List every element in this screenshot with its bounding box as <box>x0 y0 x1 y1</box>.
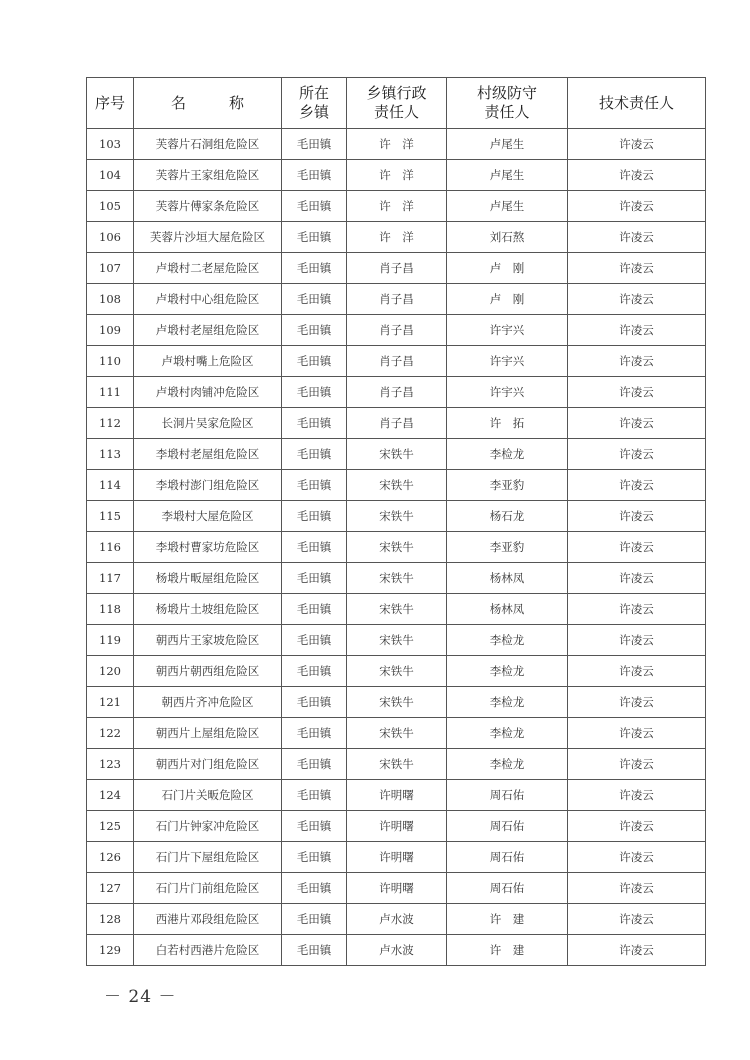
cell-village-resp: 李亚豹 <box>447 532 568 563</box>
cell-town: 毛田镇 <box>282 811 347 842</box>
cell-village-resp: 卢 刚 <box>447 284 568 315</box>
cell-seq: 107 <box>87 253 134 284</box>
cell-village-resp: 刘石熬 <box>447 222 568 253</box>
cell-town-resp: 肖子昌 <box>347 346 447 377</box>
cell-town-resp: 许 洋 <box>347 191 447 222</box>
cell-seq: 113 <box>87 439 134 470</box>
cell-tech-resp: 许凌云 <box>568 842 706 873</box>
cell-seq: 111 <box>87 377 134 408</box>
cell-seq: 118 <box>87 594 134 625</box>
cell-town-resp: 肖子昌 <box>347 315 447 346</box>
cell-town-resp: 许 洋 <box>347 129 447 160</box>
cell-town: 毛田镇 <box>282 532 347 563</box>
table-row <box>87 501 706 532</box>
cell-village-resp: 卢尾生 <box>447 160 568 191</box>
table-row <box>87 408 706 439</box>
cell-name: 芙蓉片傅家条危险区 <box>134 191 282 222</box>
cell-tech-resp: 许凌云 <box>568 594 706 625</box>
cell-town: 毛田镇 <box>282 408 347 439</box>
cell-town: 毛田镇 <box>282 439 347 470</box>
cell-name: 朝西片上屋组危险区 <box>134 718 282 749</box>
cell-town-resp: 宋铁牛 <box>347 625 447 656</box>
cell-town: 毛田镇 <box>282 687 347 718</box>
header-town: 所在 乡镇 <box>282 78 347 129</box>
cell-village-resp: 周石佑 <box>447 842 568 873</box>
cell-seq: 106 <box>87 222 134 253</box>
cell-town-resp: 许 洋 <box>347 160 447 191</box>
cell-name: 李塅村老屋组危险区 <box>134 439 282 470</box>
cell-town: 毛田镇 <box>282 749 347 780</box>
cell-seq: 110 <box>87 346 134 377</box>
cell-village-resp: 周石佑 <box>447 873 568 904</box>
cell-town: 毛田镇 <box>282 935 347 966</box>
header-seq: 序号 <box>87 78 134 129</box>
cell-town: 毛田镇 <box>282 718 347 749</box>
cell-village-resp: 周石佑 <box>447 780 568 811</box>
cell-tech-resp: 许凌云 <box>568 935 706 966</box>
cell-tech-resp: 许凌云 <box>568 284 706 315</box>
cell-seq: 128 <box>87 904 134 935</box>
header-town-resp: 乡镇行政 责任人 <box>347 78 447 129</box>
cell-town-resp: 宋铁牛 <box>347 563 447 594</box>
cell-seq: 119 <box>87 625 134 656</box>
cell-name: 石门片门前组危险区 <box>134 873 282 904</box>
table-row <box>87 129 706 160</box>
cell-town-resp: 宋铁牛 <box>347 439 447 470</box>
cell-tech-resp: 许凌云 <box>568 873 706 904</box>
table-row <box>87 346 706 377</box>
cell-tech-resp: 许凌云 <box>568 718 706 749</box>
cell-town-resp: 宋铁牛 <box>347 470 447 501</box>
cell-name: 朝西片朝西组危险区 <box>134 656 282 687</box>
table-row <box>87 470 706 501</box>
cell-seq: 114 <box>87 470 134 501</box>
cell-seq: 105 <box>87 191 134 222</box>
cell-seq: 127 <box>87 873 134 904</box>
cell-village-resp: 李亚豹 <box>447 470 568 501</box>
table-row <box>87 315 706 346</box>
cell-seq: 123 <box>87 749 134 780</box>
cell-tech-resp: 许凌云 <box>568 811 706 842</box>
cell-name: 李塅村大屋危险区 <box>134 501 282 532</box>
cell-seq: 120 <box>87 656 134 687</box>
cell-seq: 116 <box>87 532 134 563</box>
cell-town: 毛田镇 <box>282 873 347 904</box>
cell-tech-resp: 许凌云 <box>568 749 706 780</box>
cell-town-resp: 肖子昌 <box>347 253 447 284</box>
cell-town: 毛田镇 <box>282 625 347 656</box>
cell-tech-resp: 许凌云 <box>568 532 706 563</box>
cell-town-resp: 宋铁牛 <box>347 718 447 749</box>
cell-town: 毛田镇 <box>282 780 347 811</box>
cell-tech-resp: 许凌云 <box>568 439 706 470</box>
table-row <box>87 284 706 315</box>
cell-seq: 124 <box>87 780 134 811</box>
cell-town-resp: 肖子昌 <box>347 408 447 439</box>
cell-town: 毛田镇 <box>282 563 347 594</box>
cell-town: 毛田镇 <box>282 315 347 346</box>
cell-town: 毛田镇 <box>282 377 347 408</box>
cell-tech-resp: 许凌云 <box>568 253 706 284</box>
table-row <box>87 160 706 191</box>
cell-name: 朝西片齐冲危险区 <box>134 687 282 718</box>
cell-seq: 117 <box>87 563 134 594</box>
table-row <box>87 873 706 904</box>
cell-tech-resp: 许凌云 <box>568 687 706 718</box>
table-row <box>87 563 706 594</box>
cell-town-resp: 卢水波 <box>347 904 447 935</box>
cell-name: 长洞片吴家危险区 <box>134 408 282 439</box>
cell-tech-resp: 许凌云 <box>568 563 706 594</box>
cell-village-resp: 杨石龙 <box>447 501 568 532</box>
cell-town: 毛田镇 <box>282 222 347 253</box>
cell-name: 卢塅村肉铺冲危险区 <box>134 377 282 408</box>
cell-tech-resp: 许凌云 <box>568 346 706 377</box>
cell-town: 毛田镇 <box>282 160 347 191</box>
cell-village-resp: 杨林凤 <box>447 563 568 594</box>
cell-tech-resp: 许凌云 <box>568 377 706 408</box>
cell-town: 毛田镇 <box>282 191 347 222</box>
table-row <box>87 222 706 253</box>
cell-name: 杨塅片畈屋组危险区 <box>134 563 282 594</box>
cell-village-resp: 李检龙 <box>447 687 568 718</box>
cell-seq: 115 <box>87 501 134 532</box>
cell-name: 杨塅片土坡组危险区 <box>134 594 282 625</box>
cell-village-resp: 许 建 <box>447 935 568 966</box>
cell-village-resp: 许宇兴 <box>447 315 568 346</box>
cell-village-resp: 李检龙 <box>447 718 568 749</box>
cell-tech-resp: 许凌云 <box>568 408 706 439</box>
cell-town-resp: 宋铁牛 <box>347 594 447 625</box>
header-tech-resp: 技术责任人 <box>568 78 706 129</box>
cell-village-resp: 卢尾生 <box>447 191 568 222</box>
table-row <box>87 935 706 966</box>
page-number: － 24 － <box>104 987 177 1007</box>
cell-town: 毛田镇 <box>282 470 347 501</box>
cell-tech-resp: 许凌云 <box>568 129 706 160</box>
cell-name: 石门片关畈危险区 <box>134 780 282 811</box>
cell-tech-resp: 许凌云 <box>568 656 706 687</box>
header-village-resp: 村级防守 责任人 <box>447 78 568 129</box>
cell-seq: 109 <box>87 315 134 346</box>
header-name-text: 名 称 <box>170 93 258 112</box>
cell-seq: 126 <box>87 842 134 873</box>
cell-town-resp: 许明曙 <box>347 873 447 904</box>
cell-seq: 129 <box>87 935 134 966</box>
cell-seq: 104 <box>87 160 134 191</box>
cell-name: 卢塅村二老屋危险区 <box>134 253 282 284</box>
cell-tech-resp: 许凌云 <box>568 780 706 811</box>
cell-town: 毛田镇 <box>282 501 347 532</box>
cell-name: 卢塅村老屋组危险区 <box>134 315 282 346</box>
cell-village-resp: 李检龙 <box>447 625 568 656</box>
table-row <box>87 749 706 780</box>
table-row <box>87 625 706 656</box>
cell-village-resp: 许 建 <box>447 904 568 935</box>
cell-village-resp: 卢尾生 <box>447 129 568 160</box>
cell-village-resp: 杨林凤 <box>447 594 568 625</box>
cell-tech-resp: 许凌云 <box>568 222 706 253</box>
cell-town-resp: 宋铁牛 <box>347 532 447 563</box>
table-row <box>87 439 706 470</box>
table-row <box>87 811 706 842</box>
cell-tech-resp: 许凌云 <box>568 191 706 222</box>
table-row <box>87 656 706 687</box>
table-row <box>87 780 706 811</box>
cell-town-resp: 宋铁牛 <box>347 656 447 687</box>
cell-village-resp: 许宇兴 <box>447 346 568 377</box>
table-row <box>87 842 706 873</box>
cell-town: 毛田镇 <box>282 284 347 315</box>
cell-town-resp: 许 洋 <box>347 222 447 253</box>
cell-town-resp: 宋铁牛 <box>347 749 447 780</box>
cell-tech-resp: 许凌云 <box>568 904 706 935</box>
cell-town-resp: 卢水波 <box>347 935 447 966</box>
cell-name: 李塅村澎门组危险区 <box>134 470 282 501</box>
cell-town-resp: 许明曙 <box>347 811 447 842</box>
cell-name: 芙蓉片沙垣大屋危险区 <box>134 222 282 253</box>
cell-town: 毛田镇 <box>282 253 347 284</box>
cell-village-resp: 许宇兴 <box>447 377 568 408</box>
cell-town-resp: 许明曙 <box>347 780 447 811</box>
table-row <box>87 253 706 284</box>
cell-tech-resp: 许凌云 <box>568 501 706 532</box>
cell-village-resp: 李检龙 <box>447 749 568 780</box>
cell-town-resp: 肖子昌 <box>347 284 447 315</box>
cell-name: 白若村西港片危险区 <box>134 935 282 966</box>
table-row <box>87 191 706 222</box>
cell-village-resp: 周石佑 <box>447 811 568 842</box>
cell-name: 石门片下屋组危险区 <box>134 842 282 873</box>
cell-town: 毛田镇 <box>282 129 347 160</box>
cell-town-resp: 肖子昌 <box>347 377 447 408</box>
cell-village-resp: 李检龙 <box>447 439 568 470</box>
cell-town: 毛田镇 <box>282 904 347 935</box>
cell-tech-resp: 许凌云 <box>568 625 706 656</box>
cell-name: 芙蓉片王家组危险区 <box>134 160 282 191</box>
cell-name: 卢塅村中心组危险区 <box>134 284 282 315</box>
cell-town: 毛田镇 <box>282 346 347 377</box>
cell-seq: 103 <box>87 129 134 160</box>
cell-name: 西港片邓段组危险区 <box>134 904 282 935</box>
cell-tech-resp: 许凌云 <box>568 470 706 501</box>
cell-seq: 122 <box>87 718 134 749</box>
cell-name: 石门片钟家冲危险区 <box>134 811 282 842</box>
cell-town-resp: 宋铁牛 <box>347 501 447 532</box>
cell-seq: 121 <box>87 687 134 718</box>
cell-village-resp: 卢 刚 <box>447 253 568 284</box>
cell-name: 朝西片王家坡危险区 <box>134 625 282 656</box>
cell-town: 毛田镇 <box>282 656 347 687</box>
table-row <box>87 904 706 935</box>
cell-name: 李塅村曹家坊危险区 <box>134 532 282 563</box>
table-header-row <box>87 78 706 129</box>
cell-name: 卢塅村嘴上危险区 <box>134 346 282 377</box>
table-row <box>87 377 706 408</box>
table-row <box>87 532 706 563</box>
table-body <box>87 129 706 966</box>
cell-town: 毛田镇 <box>282 842 347 873</box>
table-row <box>87 594 706 625</box>
table-row <box>87 687 706 718</box>
cell-village-resp: 李检龙 <box>447 656 568 687</box>
cell-tech-resp: 许凌云 <box>568 160 706 191</box>
cell-name: 芙蓉片石洞组危险区 <box>134 129 282 160</box>
header-name <box>134 78 282 129</box>
cell-tech-resp: 许凌云 <box>568 315 706 346</box>
cell-village-resp: 许 拓 <box>447 408 568 439</box>
responsibility-table <box>86 77 706 966</box>
cell-seq: 112 <box>87 408 134 439</box>
cell-name: 朝西片对门组危险区 <box>134 749 282 780</box>
cell-town-resp: 宋铁牛 <box>347 687 447 718</box>
cell-town: 毛田镇 <box>282 594 347 625</box>
cell-town-resp: 许明曙 <box>347 842 447 873</box>
table-row <box>87 718 706 749</box>
cell-seq: 125 <box>87 811 134 842</box>
cell-seq: 108 <box>87 284 134 315</box>
